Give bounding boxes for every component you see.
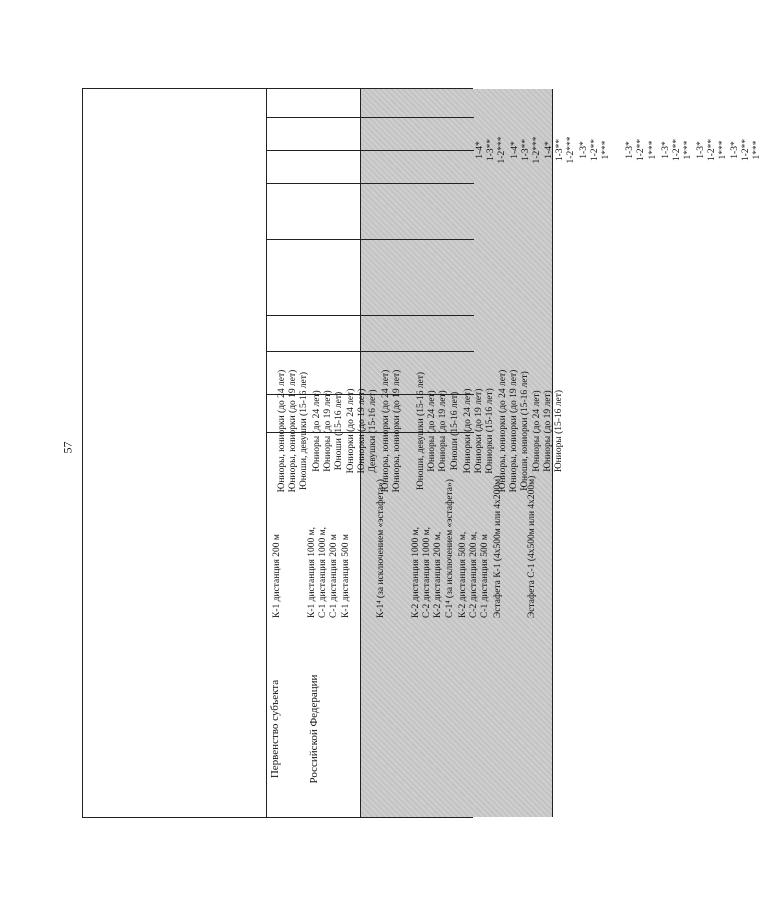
discipline-line: К-1⁴ (за исключением «эстафета») — [375, 479, 386, 618]
age-cell: Юниоры, юниорки (до 19 лет) — [288, 369, 298, 493]
rank-cell: 1-2*** — [531, 136, 542, 164]
rank-cell: 1-3* — [660, 141, 671, 159]
age-cell: Юниоры, юниорки (до 24 лет) — [497, 369, 508, 493]
age-cell: Юниоры, юниорки (до 24 лет) — [277, 369, 287, 493]
discipline-line: К-1 дистанция 500 м — [341, 534, 352, 618]
age-cell: Юниоры, юниорки (до 24 лет) — [380, 369, 391, 493]
age-cell: Юниоры (до 19 лет) — [543, 390, 554, 472]
age-cell — [403, 336, 414, 526]
discipline-line: К-1 дистанция 200 м — [272, 534, 282, 618]
age-cell: Юниоры (до 24 лет) — [426, 390, 437, 472]
page-number: 57 — [60, 441, 75, 454]
age-cell: Девушки (15-16 лет) — [368, 389, 379, 473]
age-cell: Юниорки (15-16 лет) — [484, 388, 495, 474]
rank-cell: 1*** — [717, 140, 728, 160]
rank-cell: 1-2** — [635, 138, 646, 162]
discipline-line: С-1 дистанция 1000 м, — [317, 526, 328, 618]
rank-cell: 1-3** — [486, 138, 496, 162]
rank-cell: 1-2*** — [566, 136, 577, 164]
discipline-line: К-2 дистанция 500 м, — [457, 531, 468, 618]
age-cell: Юниоры (до 19 лет) — [322, 390, 333, 472]
rank-cell: 1*** — [600, 140, 611, 160]
rank-cell: 1-2** — [741, 138, 752, 162]
discipline-line: С-1 дистанция 500 м — [479, 534, 490, 618]
rank-cell — [614, 100, 625, 200]
rank-cell: 1*** — [682, 140, 693, 160]
age-cell: Юниоры (до 19 лет) — [437, 390, 448, 472]
discipline-line: С-2 дистанция 1000 м, — [421, 526, 432, 618]
rank-cell: 1*** — [648, 140, 659, 160]
rank-cell: 1-4* — [509, 141, 520, 159]
age-cell: Юниоры, юниорки (до 19 лет) — [508, 369, 519, 493]
rank-cell: 1-3** — [555, 138, 566, 162]
age-cell: Юноши, девушки (15-16 лет) — [415, 371, 426, 491]
age-cell: Юноши, девушки (15-16 лет) — [299, 371, 309, 491]
rank-cell: 1-4* — [544, 141, 555, 159]
age-cell: Юниорки (до 19 лет) — [357, 388, 368, 474]
rank-cell: 1-3** — [520, 138, 531, 162]
age-cell: Юниорки (до 19 лет) — [473, 388, 484, 474]
age-cell: Юниоры (до 24 лет) — [532, 390, 543, 472]
age-cell: Юниоры, юниорки (до 19 лет) — [391, 369, 402, 493]
rank-cell: 1-3* — [578, 141, 589, 159]
rank-cell: 1-3* — [730, 141, 741, 159]
rank-cell: 1-2** — [671, 138, 682, 162]
competition-name: Первенство субъекта Российской Федерации — [269, 674, 320, 784]
rank-cell: 1-2** — [706, 138, 717, 162]
rank-cell: 1-2** — [589, 138, 600, 162]
discipline-line: Эстафета К-1 (4х500м или 4х200м) — [492, 475, 503, 618]
age-cell: Юноши (15-16 лет) — [333, 391, 344, 471]
rank-cell: 1-3* — [624, 141, 635, 159]
age-cell: Юниорки (до 24 лет) — [462, 388, 473, 474]
age-cell: Юноши (15-16 лет) — [450, 391, 461, 471]
discipline-line: С-1⁴ (за исключением «эстафета») — [445, 479, 456, 618]
discipline-line: К-2 дистанция 200 м, — [432, 531, 443, 618]
rank-cell: 1-3* — [695, 141, 706, 159]
discipline-line: Эстафета С-1 (4х500м или 4х200м) — [527, 475, 538, 618]
age-cell: Юниоры (до 24 лет) — [311, 390, 322, 472]
rank-column — [473, 90, 763, 200]
discipline-line: С-2 дистанция 200 м, — [468, 531, 479, 618]
rank-cell: 1*** — [752, 140, 763, 160]
discipline-line: К-2 дистанция 1000 м, — [410, 526, 421, 618]
age-cell: Юноши, юниорки (15-16 лет) — [519, 371, 530, 491]
age-cell: Юниоры (15-16 лет) — [554, 389, 565, 473]
discipline-line: К-1 дистанция 1000 м, — [306, 526, 317, 618]
discipline-line: С-1 дистанция 200 м — [328, 534, 339, 618]
rank-cell: 1-2*** — [497, 136, 507, 164]
rank-cell: 1-4* — [475, 141, 485, 159]
age-cell: Юниорки (до 24 лет) — [346, 388, 357, 474]
